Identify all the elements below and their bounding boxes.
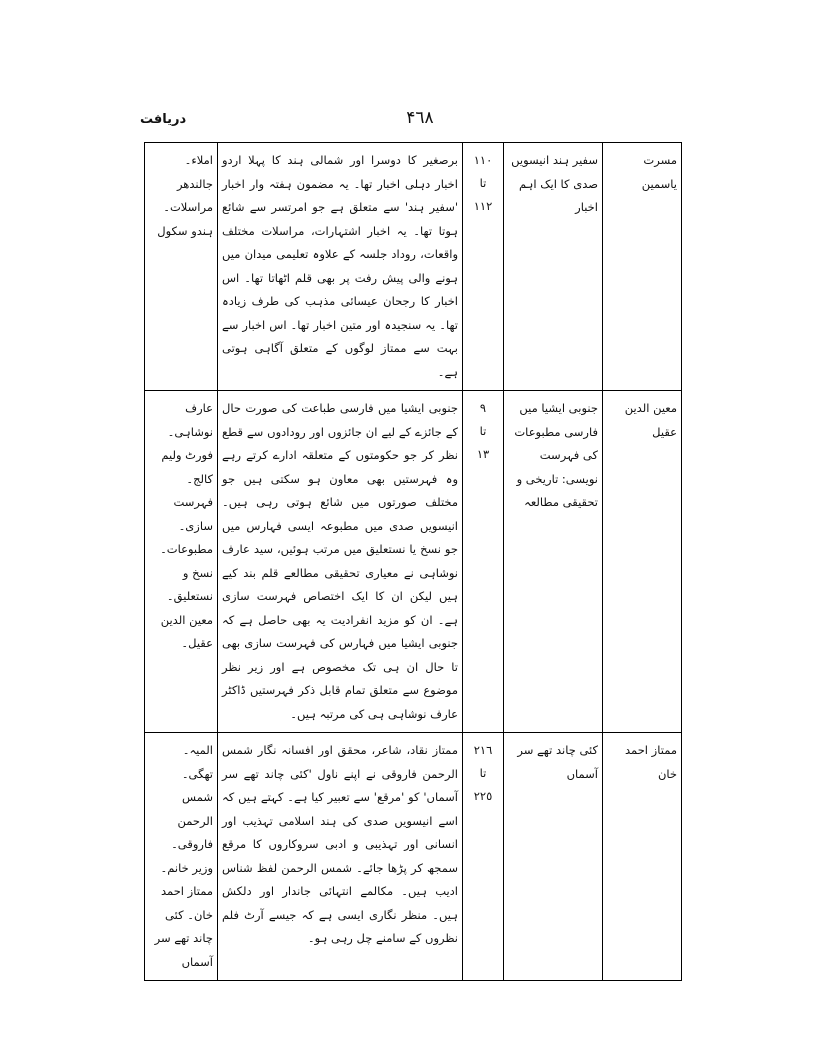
page-start: ١١٠ — [473, 153, 493, 167]
page-end: ١٣ — [476, 447, 490, 461]
running-title: دریافت — [140, 112, 187, 127]
summary-cell: ممتاز نقاد، شاعر، محقق اور افسانہ نگار شمس الرحمن فاروقی نے اپنے ناول 'کئی چاند تھے سر آسماں' کو 'مرقع' سے تعبیر کیا ہے۔ کہتے ہیں کہ اسے انیسویں صدی کی ہند اسلامی تہذیب اور انسانی اور تہذیبی و ادبی سروکاروں کا مرقع سمجھ کر پڑھا جائے۔ شمس الرحمن لفظ شناس ادیب ہیں۔ مکالمے انتہائی جاندار اور دلکش ہیں۔ منظر نگاری ایسی ہے کہ جیسے آرٹ فلم نظروں کے سامنے چل رہی ہو۔ — [218, 733, 463, 981]
page-to: تا — [479, 176, 487, 190]
table-row — [145, 733, 682, 981]
table-row — [145, 143, 682, 391]
author-cell: مسرت یاسمین — [603, 143, 682, 391]
page-end: ١١٢ — [473, 199, 493, 213]
title-cell: سفیر ہند انیسویں صدی کا ایک اہم اخبار — [504, 143, 603, 391]
page-end: ٢٢٥ — [473, 789, 493, 803]
pages-cell — [463, 143, 504, 391]
title-cell: جنوبی ایشیا میں فارسی مطبوعات کی فہرست نویسی: تاریخی و تحقیقی مطالعہ — [504, 391, 603, 733]
keywords-cell: المیہ۔ تھگی۔ شمس الرحمن فاروقی۔ وزیر خانم۔ ممتاز احمد خان۔ کئی چاند تھے سر آسماں — [145, 733, 218, 981]
author-cell: ممتاز احمد خان — [603, 733, 682, 981]
author-cell: معین الدین عقیل — [603, 391, 682, 733]
keywords-cell: املاء۔ جالندھر مراسلات۔ ہندو سکول — [145, 143, 218, 391]
pages-cell — [463, 733, 504, 981]
page-start: ٢١٦ — [473, 743, 493, 757]
table-row — [145, 391, 682, 733]
page-header — [140, 108, 680, 138]
summary-cell: جنوبی ایشیا میں فارسی طباعت کی صورت حال کے جائزے کے لیے ان جائزوں اور رودادوں سے قطع نظر کر جو حکومتوں کے متعلقہ ادارے کرتے رہے وہ فہرستیں بھی معاون ہو سکتی ہیں جو مختلف صورتوں میں شائع ہوتی رہی ہیں۔ انیسویں صدی میں مطبوعہ ایسی فہارس میں جو نسخ یا نستعلیق میں مرتب ہوئیں، سید عارف نوشاہی نے معیاری تحقیقی مطالعے قلم بند کیے ہیں لیکن ان کا ایک اختصاص فہرست سازی ہے۔ ان کو مزید انفرادیت یہ بھی حاصل ہے کہ جنوبی ایشیا میں فہارس کی فہرست سازی بھی تا حال ان ہی تک مخصوص ہے اور زیر نظر موضوع سے متعلق تمام قابل ذکر فہرستیں ڈاکٹر عارف نوشاہی ہی کی مرتبہ ہیں۔ — [218, 391, 463, 733]
page-number: ۴٦٨ — [406, 108, 434, 128]
pages-cell — [463, 391, 504, 733]
title-cell: کئی چاند تھے سر آسماں — [504, 733, 603, 981]
summary-cell: برصغیر کا دوسرا اور شمالی ہند کا پہلا اردو اخبار دہلی اخبار تھا۔ یہ مضمون ہفتہ وار اخبار 'سفیر ہند' سے متعلق ہے جو امرتسر سے شائع ہوتا تھا۔ یہ اخبار اشتہارات، مراسلات مختلف واقعات، روداد جلسہ کے علاوہ تعلیمی میدان میں ہونے والی پیش رفت پر بھی قلم اٹھاتا تھا۔ اس اخبار کا رجحان عیسائی مذہب کی طرف زیادہ تھا۔ یہ سنجیدہ اور متین اخبار تھا۔ اس اخبار سے بہت سے ممتاز لوگوں کے متعلق آگاہی ہوتی ہے۔ — [218, 143, 463, 391]
bibliography-table — [144, 142, 682, 981]
page-to: تا — [479, 766, 487, 780]
page-to: تا — [479, 424, 487, 438]
page-start: ٩ — [479, 401, 487, 415]
keywords-cell: عارف نوشاہی۔ فورٹ ولیم کالج۔ فہرست سازی۔ مطبوعات۔ نسخ و نستعلیق۔ معین الدین عقیل۔ — [145, 391, 218, 733]
